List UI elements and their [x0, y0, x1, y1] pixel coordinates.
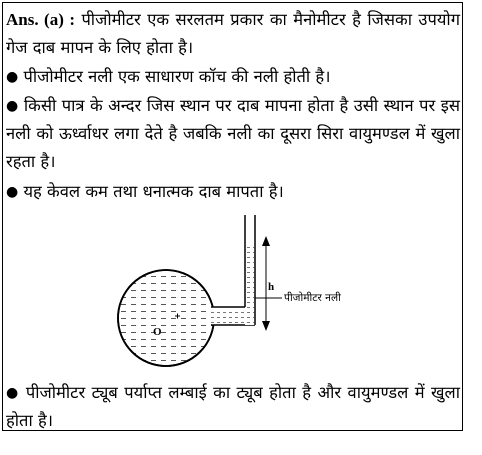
bullet-text-3: यह केवल कम तथा धनात्मक दाब मापता है।	[23, 182, 284, 201]
bullet-item-4	[6, 379, 460, 435]
height-label: h	[268, 281, 275, 293]
bullet-text-4: पीजोमीटर ट्यूब पर्याप्त लम्बाई का ट्यूब होता है और वायुमण्डल में खुला होता है।	[6, 383, 460, 430]
answer-prefix: Ans. (a) :	[6, 10, 75, 29]
bullet-icon: ●	[6, 69, 19, 85]
tube-label: पीजोमीटर नली	[284, 292, 341, 304]
connector-liquid	[210, 309, 244, 324]
bullet-icon: ●	[6, 98, 19, 114]
answer-intro-text: पीजोमीटर एक सरलतम प्रकार का मैनोमीटर है जिसका उपयोग गेज दाब मापन के लिए होता है।	[6, 10, 460, 57]
tube-liquid-column	[246, 246, 254, 325]
bullet-icon: ●	[6, 385, 20, 401]
bullet-text-2: किसी पात्र के अन्दर जिस स्थान पर दाब मापना होता है उसी स्थान पर इस नली को ऊर्ध्वाधर लगा देते है जबकि नली का दूसरा सिरा वायुमण्डल में खुला रहता है।	[6, 96, 460, 171]
center-label: O	[153, 326, 162, 338]
bullet-text-1: पीजोमीटर नली एक साधारण कॉच की नली होती है।	[23, 67, 331, 86]
bullet-icon: ●	[6, 184, 19, 200]
